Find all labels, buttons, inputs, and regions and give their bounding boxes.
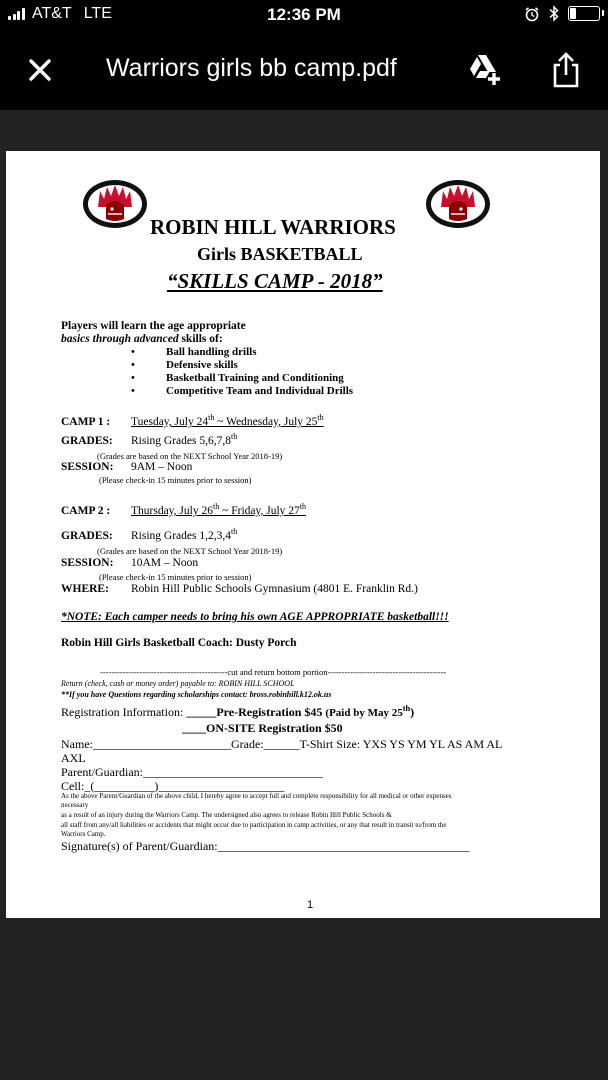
warriors-logo-right bbox=[425, 179, 491, 229]
camp1-label: CAMP 1 : bbox=[61, 416, 111, 428]
camp2-where: Robin Hill Public Schools Gymnasium (4801 E. Franklin Rd.) bbox=[131, 583, 418, 595]
coach-line: Robin Hill Girls Basketball Coach: Dusty Porch bbox=[61, 637, 297, 649]
waiver-line-3: as a result of an injury during the Warriors Camp. The undersigned also agrees to release Robin Hill Public Schools & bbox=[61, 811, 392, 819]
page-number: 1 bbox=[307, 899, 314, 911]
cell-line: Cell:_(__________)_____________________ bbox=[61, 779, 285, 793]
camp1-session-label: SESSION: bbox=[61, 461, 114, 473]
intro-rest: skills of: bbox=[178, 333, 223, 345]
camp2-dates: Thursday, July 26th ~ Friday, July 27th bbox=[131, 502, 307, 517]
signature-line: Signature(s) of Parent/Guardian:__________________________________________ bbox=[61, 839, 470, 853]
share-icon bbox=[548, 50, 584, 90]
camp1-dates: Tuesday, July 24th ~ Wednesday, July 25th bbox=[131, 413, 324, 428]
skill-item: • Ball handling drills bbox=[131, 346, 257, 358]
intro-emphasis: basics through advanced bbox=[61, 333, 179, 345]
return-note: Return (check, cash or money order) payable to: ROBIN HILL SCHOOL bbox=[61, 679, 295, 688]
camp2-grades-label: GRADES: bbox=[61, 530, 113, 542]
share-button[interactable] bbox=[548, 50, 584, 90]
camp2-grades: Rising Grades 1,2,3,4th bbox=[131, 527, 238, 542]
shirt-size-overflow: AXL bbox=[61, 751, 86, 765]
waiver-line-4: all staff from any/all liabilities or accidents that might occur due to participation in camp activities, or any that result in transit to/from the bbox=[61, 821, 447, 829]
skills-list bbox=[131, 346, 353, 398]
carrier-label: AT&T bbox=[32, 5, 72, 22]
status-time: 12:36 PM bbox=[267, 5, 341, 24]
pdf-toolbar bbox=[0, 30, 608, 110]
add-to-drive-icon bbox=[466, 52, 504, 88]
camp2-session-label: SESSION: bbox=[61, 557, 114, 569]
cut-line: ---------------------------------------------cut and return bottom portion------------------------------------------ bbox=[100, 667, 447, 677]
close-icon bbox=[22, 52, 58, 88]
battery-icon bbox=[568, 6, 600, 21]
equipment-note: *NOTE: Each camper needs to bring his own AGE APPROPRIATE basketball!!! bbox=[61, 611, 449, 623]
alarm-icon bbox=[524, 6, 540, 22]
doc-heading: ROBIN HILL WARRIORS bbox=[150, 215, 396, 239]
camp-title: “SKILLS CAMP - 2018” bbox=[167, 269, 383, 293]
status-right bbox=[524, 5, 600, 22]
parent-guardian-line: Parent/Guardian:______________________________ bbox=[61, 765, 323, 779]
network-label: LTE bbox=[83, 5, 112, 22]
camp1-session-note: (Please check-in 15 minutes prior to session) bbox=[99, 475, 252, 485]
doc-subheading: Girls BASKETBALL bbox=[197, 244, 363, 264]
waiver-line-5: Warriors Camp. bbox=[61, 830, 106, 838]
camp2-where-label: WHERE: bbox=[61, 583, 109, 595]
camp1-grades-note: (Grades are based on the NEXT School Year 2018-19) bbox=[97, 451, 283, 461]
waiver-line-1: As the above Parent/Guardian of the above child, I hereby agree to accept full and complete responsibility for all medical or other expenses bbox=[61, 792, 452, 800]
onsite-line: ____ON-SITE Registration $50 bbox=[182, 721, 343, 735]
camp2-session: 10AM – Noon bbox=[131, 557, 199, 569]
camp2-grades-note: (Grades are based on the NEXT School Year 2018-19) bbox=[97, 546, 283, 556]
bluetooth-icon bbox=[548, 5, 560, 22]
camp1-grades-label: GRADES: bbox=[61, 435, 113, 447]
skill-item: • Basketball Training and Conditioning bbox=[131, 372, 344, 384]
intro-line-1: Players will learn the age appropriate bbox=[61, 320, 246, 332]
add-to-drive-button[interactable] bbox=[466, 52, 504, 88]
skill-item: • Defensive skills bbox=[131, 359, 238, 371]
name-grade-shirt-line: Name:_______________________Grade:______T-Shirt Size: YXS YS YM YL AS AM AL bbox=[61, 737, 503, 751]
document-title: Warriors girls bb camp.pdf bbox=[106, 54, 397, 82]
camp1-session: 9AM – Noon bbox=[131, 461, 193, 473]
waiver-line-2: necessary bbox=[61, 801, 89, 809]
camp1-grades: Rising Grades 5,6,7,8th bbox=[131, 432, 238, 447]
camp2-label: CAMP 2 : bbox=[61, 505, 111, 517]
camp2-session-note: (Please check-in 15 minutes prior to session) bbox=[99, 572, 252, 582]
status-bar bbox=[0, 0, 608, 30]
close-button[interactable] bbox=[22, 52, 58, 88]
registration-line: Registration Information: _____Pre-Registration $45 (Paid by May 25th) bbox=[61, 704, 415, 719]
skill-item: • Competitive Team and Individual Drills bbox=[131, 385, 354, 397]
intro-line-2 bbox=[61, 333, 223, 345]
warriors-logo-left bbox=[82, 179, 148, 229]
questions-note: **If you have Questions regarding scholarships contact: bross.robinhill.k12.ok.us bbox=[61, 690, 332, 699]
pdf-page bbox=[6, 151, 600, 918]
